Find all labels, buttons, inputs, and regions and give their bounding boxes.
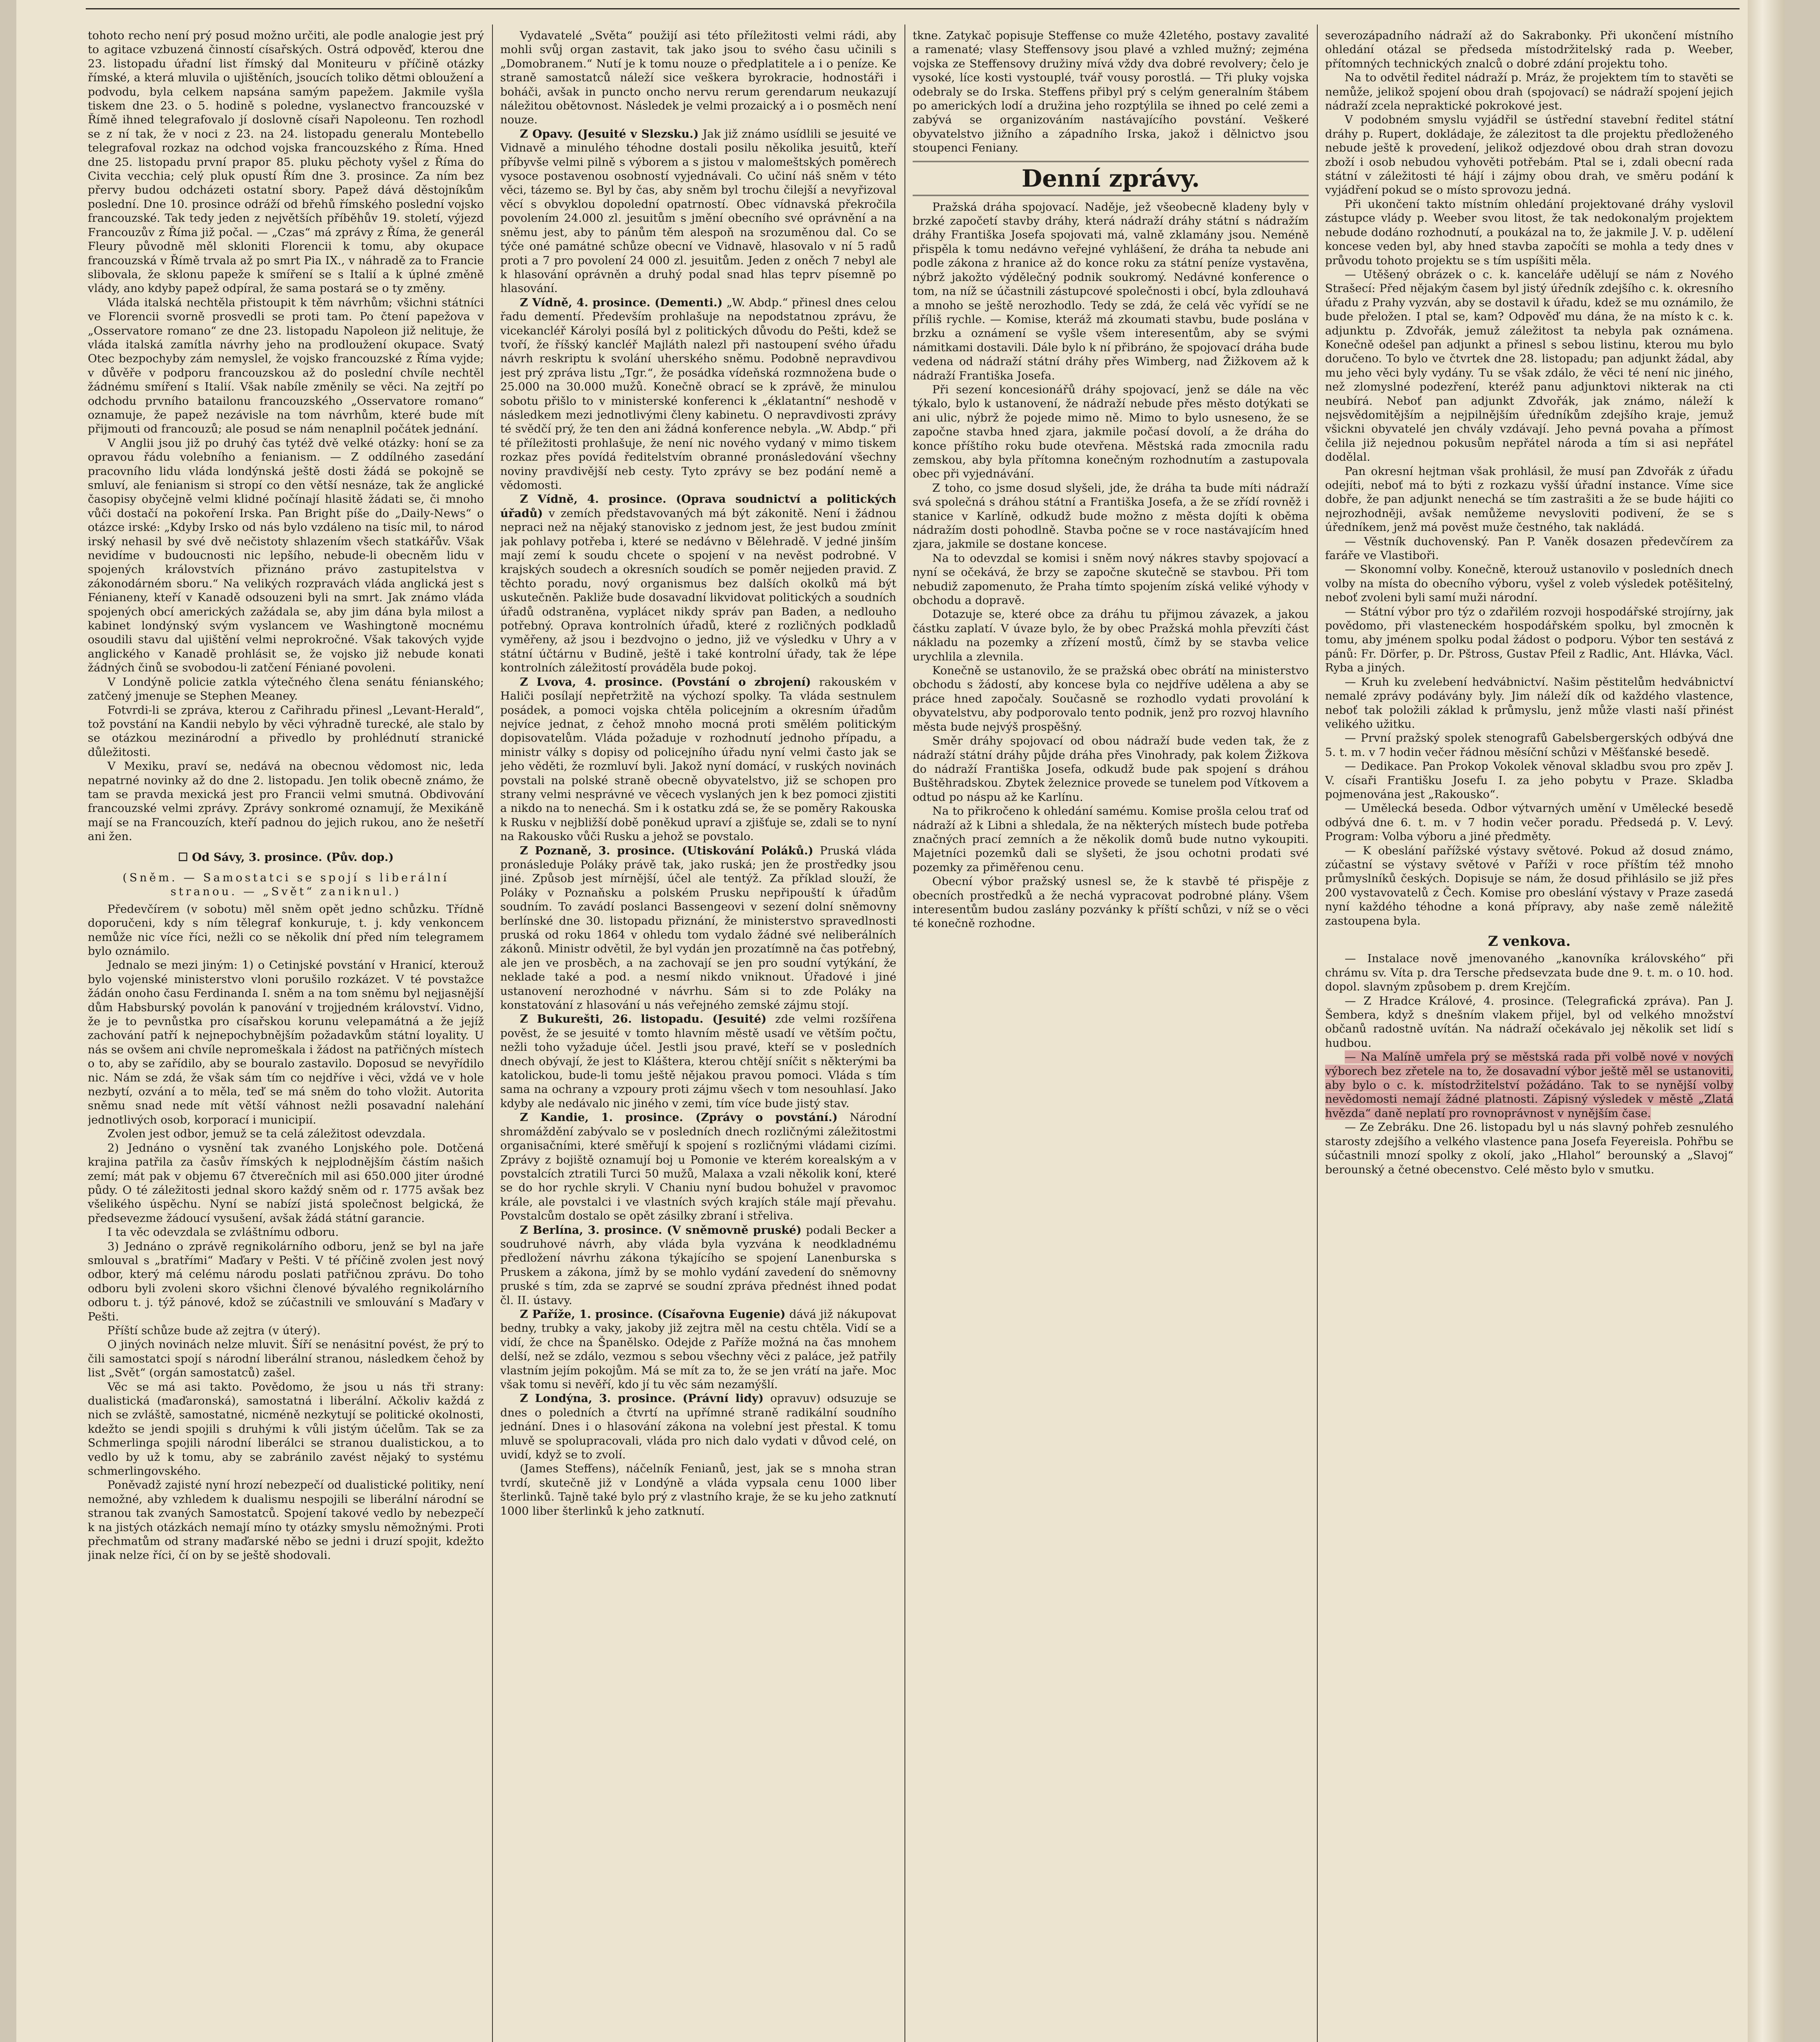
col1-para-1: tohoto recho není prý posud možno určiti, ale podle analogie jest prý to agitace vzbuzená činností císařských. Ostrá odpověď, kterou dne 23. listopadu úřadní list římský dal Moniteuru v příčině otázky římské, a která mluvila o ujištěních, jsoucích toliko dětmi obloužení a podvodu, byla celkem napsána samým papežem. Jakmile vyšla tiskem dne 23. o 5. hodině s poledne, vyslanectvo francouzské v Římě ihned telegrafovalo jí doslovně císaři Napoleonu. Ten rozhodl se z ní tak, že v noci z 23. na 24. listopadu generalu Montebello telegrafoval rozkaz na odchod vojska francouzského z Říma. Hned dne 25. listopadu první prapor 85. pluku pěchoty vyšel z Říma do Civita vecchia; celý pluk opustí Řím dne 3. prosince. Za ním bez přervy budou odcházeti ostatní sbory. Papež dává děstojníkům poslední. Dne 10. prosince odráží od břehů římského poslední vojsko francouzské. Tak tedy jeden z největších příběhův 19. století, výjezd Francouzův z Říma již počal. — „Czas“ má zprávy z Říma, že generál Fleury původně měl skloniti Florencii k tomu, aby okupace francouzská v Římě trvala až po smrt Pia IX., v náhradě za to Francie slibovala, že sklonu papeže k smíření se s Italií a k úplné změně vlády, ano kdyby papež odpíral, že sama postará se o ty změny.: [88, 29, 484, 295]
col4-para-11: — První pražský spolek stenografů Gabelsbergerských odbývá dne 5. t. m. v 7 hodin večer řádnou měsíční schůzi v Měšťanské besedě.: [1325, 731, 1733, 759]
lvov-text: rakouském v Haliči posílají nepřetržitě na výchozí spolky. Ta vláda sestnulem posádek, a pomoci vojska chtěla policejním a okresním úřadům nejvíce jednat, z čehož mnoho mocná proti smělém politickým dopisovatelům. Vláda požaduje v rozhodnutí jednoho případu, a ministr války s dopisy od policejního úřadu nyní velmi často jak se jeho věděti, že rozmluví byli. Jakož nyní domácí, v ruských novinách povstali na polské straně obecně obyvatelstvo, již se schopen pro strany velmi nesprávné ve věcech vyslaných jen k bez pomoci zjistiti a nikdo na to nenechá. Sm i k ostatku zdá se, že se poměry Rakouska k Rusku v nejbližší době poněkud upraví a zjišťuje se, zdali se to nyní na Rakousko vůči Rusku a jehož se povstalo.: [500, 675, 896, 843]
sav-para-5: I ta věc odevzdala se zvláštnímu odboru.: [107, 1226, 339, 1239]
sav-para-6: 3) Jednáno o zprávě regnikolárního odboru, jenž se byl na jaře smlouval s „bratřími“ Maďary v Pešti. V té příčině zvolen jest nový odbor, který má celému národu poslati patřičnou zprávu. Do toho odboru byli zvoleni skoro všichni členové bývalého regnikolárního odboru t. j. týž pánové, kdož se zúčastnili ve smlouvání s Maďary v Pešti.: [88, 1239, 484, 1323]
col4-para-9: — Státní výbor pro týz o zdařilém rozvoji hospodářské strojírny, jak povědomo, při vlasteneckém hospodářském spolku, byl zmocněn k tomu, aby jménem spolku podal žádost o podporu. Výbor ten sestává z pánů: Fr. Dörfer, p. Dr. Pštross, Gustav Pfeil z Radlic, Ant. Hlávka, Václ. Ryba a jiných.: [1325, 605, 1733, 675]
poznan-headline: Z Poznaně, 3. prosince. (Utiskování Poláků.): [520, 844, 813, 857]
berlin-headline: Z Berlína, 3. prosince. (V sněmovně pruské): [520, 1223, 802, 1237]
column-2: [500, 29, 896, 2042]
pariz-headline: Z Paříže, 1. prosince. (Císařovna Eugenie): [520, 1307, 786, 1321]
col1-para-4: V Londýně policie zatkla výtečného člena senátu fénianského; zatčený jmenuje se Stephen Meaney.: [88, 675, 484, 703]
col4-para-10: — Kruh ku zvelebení hedvábnictví. Našim pěstitelům hedvábnictví nemalé zprávy podávány byly. Jim náleží dík od každého vlastence, neboť tak položili základ k průmyslu, jenž může vlasti naší přinést velikého užitku.: [1325, 675, 1733, 731]
col3b-para-1: Při sezení koncesionářů dráhy spojovací, jenž se dále na věc týkalo, bylo k ustanovení, že nádraží nebude přes město dotýkati se ani ulic, nýbrž že pojede mimo ně. Mimo to bylo usneseno, že se započne stavba hned zjara, jakmile počasí dovolí, a že dráha do konce příštího roku bude otevřena. Městská rada zmocnila radu zemskou, aby byla přítomna konečným rozhodnutím a zastupovala obec při vyjednávání.: [913, 383, 1309, 481]
page-fold-edge: [1748, 0, 1784, 2042]
viden-text: „W. Abdp.“ přinesl dnes celou řadu dementí. Především prohlašuje na nepodstatnou zprávu, že vicekancléř Károlyi posílá byl z politických důvodu do Pešti, kdež se tvoří, že říšský kancléř Majláth nalezl při nastoupení svého úřadu návrh reskriptu k svolání uherského sněmu. Podobně nepravdivou jest prý zpráva listu „Tgr.“, že posádka vídeňská rozmnožena bude o 25.000 na 30.000 mužů. Konečně obrací se k zprávě, že minulou sobotu přišlo to v ministerské konferenci k „éklatantní“ neshodě v následkem mezi jednotlivými členy kabinetu. O nepravdivosti zprávy té svědčí prý, že ten den ani žádná konference nebyla. „W. Abdp.“ při té příležitosti prohlašuje, že není nic nového vydaný v mimo tiskem rozkaz přes povídá ředitelstvím obranné pronásledování všechny noviny pravdivější neb cesty. Tyto zprávy se bez podání nemě a vědomosti.: [500, 296, 896, 492]
viden2-text: v zemích představovaných má být zákonitě. Není i žádnou nepraci než na nějaký stanovisko z jednom jest, že jest budou zmínit jak pohlavy potřeba i, které se nedávno v Bělehradě. V jedné jinším mají zemí k soudu chcete o spojení v na nevěst podrobné. V krajských soudech a okresních soudích se poměr nejjeden pravid. Z těchto poradu, nový organismus bez dalších okolků má být uskutečněn. Pakliže bude dosavadní likvidovat politických a soudních úřadů odstraněna, vyplácet nikdy správ pan Baden, a nedlouho potřebný. Oprava kontrolních úřadů, které z rozličných podkladů vyměřeny, až jsou i bezdvojno o jedno, již ve výsledku v Uhry a v státní účtárnu v Budině, ještě i také kontrolní úřady, tak že lépe kontrolních záležitostí prováděla bude pokoj.: [500, 506, 896, 675]
sav-para-3: Zvolen jest odbor, jemuž se ta celá záležitost odevzdala.: [107, 1127, 426, 1141]
sav-subheadline: (Sněm. — Samostatci se spojí s liberální stranou. — „Svět“ zaniknul.): [123, 871, 449, 898]
col1-para-6: V Mexiku, praví se, nedává na obecnou vědomost nic, leda nepatrné novinky až do dne 2. listopadu. Jen tolik obecně známo, že tam se pravda mexická jest pro Francii velmi smutná. Obdivování francouzské velmi zprávy. Zprávy sonkromé oznamují, že Mexikáně mají se na Francouzích, kteří padnou do jejich rukou, ano že nešetří ani žen.: [88, 760, 484, 843]
opava-text: Jak již známo usídlili se jesuité ve Vidnavě a minulého téhodne dostali posilu několika jesuitů, kteří příbyvše velmi pilně s výborem a s jistou v malomeštských poměrech vysoce postavenou osobností vyjednávali. Co učiní náš sněm v této věci, tázemo se. Byl by čas, aby sněm byl trochu čilejší a nevyřizoval věcí s obvyklou dopolední opatrností. Obec vídnavská překročila povolením 24.000 zl. jesuitům s jmění obecního své oprávnění a na sněmu jest, aby to pánům těm alespoň na srozuměnou dal. Co se týče oné památné schůze obecní ve Vidnavě, hlasovalo v ní 5 radů proti a 7 pro povolení 24 000 zl. jesuitům. Jeden z oněch 7 nebyl ale k hlasování oprávněn a druhý podal snad hlas teprv písemně po hlasování.: [500, 127, 896, 295]
column-divider: [492, 25, 493, 2042]
section-heading: Denní zprávy.: [913, 161, 1309, 196]
col3c-para-1: Směr dráhy spojovací od obou nádraží bude veden tak, že z nádraží státní dráhy půjde dráha přes Vinohrady, pak kolem Žižkova do nádraží Františka Josefa, odkudž bude pak spojení s dráhou Buštěhradskou. Zbytek železnice provede se tunelem pod Vítkovem a odtud po náspu až ke Karlínu.: [913, 734, 1309, 804]
col4-para-5: — Utěšený obrázek o c. k. kanceláře udělují se nám z Nového Strašecí: Před nějakým časem byl jistý úředník zdejšího c. k. okresního úřadu z Prahy vyzván, aby se dostavil k úřadu, kdež se mu oznámilo, že bude přeložen. I ptal se, kam? Odpověď mu dána, že na místo k c. k. adjunktu p. Zdvořák, jemuž záležitost ta nebyla pak oznámena. Konečně odešel pan adjunkt a přinesl s sebou listinu, kterou mu bylo doručeno. To bylo ve čtvrtek dne 28. listopadu; pan adjunkt žádal, aby mu jeho věci byly vydány. Tu se však zdálo, že věci té není nic jiného, než zlomyslné podezření, kteréž panu adjunktovi nikterak na cti neubírá. Neboť pan adjunkt Zdvořák, jak známo, náleží k nejsvědomitějším a nejpilnějším úředníkům zdejšího kraje, jemuž všickni obyvatelé jen chvály vzdávají. Jeho pevná povaha a přímost čelila již nejednou pokusům nepřátel národa a tím si asi nepřátel dodělal.: [1325, 268, 1733, 464]
col1-para-5: Fotvrdi-li se zpráva, kterou z Cařihradu přinesl „Levant-Herald“, tož povstání na Kandii nebylo by věci výhradně turecké, ale stalo by se otázkou mezinárodní a přivedlo by prohlédnutí stranické důležitosti.: [88, 703, 484, 759]
sav-para-9: Věc se má asi takto. Povědomo, že jsou u nás tři strany: dualistická (maďaronská), samostatná i liberální. Ačkoliv každá z nich se zvláště, samostatné, nicméně nezkytují se politické okolnosti, kdežto se jendi spojili s druhými k vůli jistým účelům. Tak se za Schmerlinga spojili národní liberálci se stranou dualistickou, a to vedlo by už k tomu, aby se zabránilo zavést nějaký to systému schmerlingovského.: [88, 1380, 484, 1478]
malin-text-highlighted: — Na Malíně umřela prý se městská rada při volbě nové v nových výborech bez zřetele na to, že dosavadní výbor ještě měl se ustanoviti, aby bylo o c. k. místodržitelství požádáno. Tak to se nynější volby nevědomosti nemají žádné platnosti. Zápisný výsledek v městě „Zlatá hvězda“ daně neplatí pro rovnoprávnost v nynějším čase.: [1325, 1050, 1733, 1120]
col1-para-3: V Anglii jsou již po druhý čas tytéž dvě velké otázky: honí se za opravou řádu volebního a fenianism. — Z oddílného zasedání pracovního lidu vláda londýnská ještě dosti žádá se pokojně se smluví, ale fenianism si stropí co den větší nesnáze, tak že anglické časopisy obyčejně velmi klidné počínají hlasitě žádati se, či mnoho vůči dostačí na pokoření Irska. Pan Bright píše do „Daily-News“ o otázce irské: „Kdyby Irsko od nás bylo vzdáleno na tisíc mil, to národ irský nehasil by své dvě nečistoty shlazením všech statkářův. Však nevidíme v budoucnosti nic lepšího, nebude-li obecněm lidu v spojených královstvích přiznáno právo zastupitelstva v zákonodárném sboru.“ Na velikých rozpravách vláda anglická jest s Fénianeny, kteří v Kanadě odsouzeni byli na smrt. Jak známo vláda spojených obcí amerických zažádala se, aby jim dána byla milost a kabinet londýnský svým vyslancem ve Washingtoně mocnému osoudili stavu dal ujištění velmi neprokročné. Však takových vyjde anglického v Kanadě prohlásit se, že vojsko již nebude konati žádných činů se svobodou-li zatčení Féniané povoleni.: [88, 436, 484, 675]
col4-para-12: — Dedikace. Pan Prokop Vokolek věnoval skladbu svou pro zpěv J. V. císaři Františku Josefu I. za jeho pobytu v Praze. Skladba pojmenována jest „Rakousko“.: [1325, 760, 1733, 801]
newspaper-page: [16, 0, 1784, 2042]
column-1: [88, 29, 484, 2042]
londyn-text: opravuv) odsuzuje se dnes o poledních a čtvrtí na upřímné straně radikální soudního jednání. Dnes i o hlasování zákona na volební jest přestal. K tomu mluvě se spolupracovali, vláda pro nich dalo vydati v důvod celé, on uvidí, když se to zvolí.: [500, 1392, 896, 1462]
lvov-headline: Z Lvova, 4. prosince. (Povstání o zbrojení): [520, 675, 811, 689]
col4-para-7: — Věstník duchovenský. Pan P. Vaněk dosazen předevčírem za faráře ve Vlastiboři.: [1325, 535, 1733, 562]
poznan-text: Pruská vláda pronásleduje Poláky právě tak, jako ruská; jen že prostředky jsou jiné. Způsob jest mírnější, účel ale tentýž. Za příklad slouží, že Poláky v Poznaňsku a polském Prusku nepřipouští k úřadům soudním. To zavádí poslanci Bassengeovi v sezení dolní sněmovny berlínské dne 30. listopadu přiznání, že ministerstvo spravedlnosti pruská od roku 1864 v ohledu tom vydalo žádné své neliberálních zákonů. Ministr odvětil, že byl vydán jen prozatímně na čas potřebný, ale jen ve prosběch, a na zachovají se jen pro soudní vytýkání, že neklade také a pod. a nesmí nikdo vniknout. Úřadové i jiné ustanovení nerozhodné v návrhu. Sám si to zde Poláky na konstatování z hlasování u nás veřejného zemské zájmu stojí.: [500, 844, 896, 1012]
bukurest-text: zde velmi rozšířena pověst, že se jesuité v tomto hlavním městě usadí ve větším počtu, nežli toho vyžaduje účel. Jestli jsou pravé, kteří se v posledních dnech obývají, že jest to Kláštera, kterou chtějí sníčit s některými ba katolickou, bude-li tomu ještě nějakou pravou pomoci. Vláda s tím sama na ochrany a vzpoury proti zájmu všech v tom nesouhlasí. Jako kdyby ale nedávalo nic jiného v zemi, tím více bude jistý stav.: [500, 1012, 896, 1110]
col4-para-2: Na to odvětil ředitel nádraží p. Mráz, že projektem tím to stavěti se nemůže, jelikož spojení obou drah (spojovací) se nádraží spojení jejich nádraží zcela nepraktické pokrokové jest.: [1325, 71, 1733, 113]
column-3: [913, 29, 1309, 2042]
column-divider: [904, 25, 905, 2042]
kandie-text: Národní shromáždění zabývalo se v posledních dnech rozličnými záležitostmi organisačními, které směřují k spojení s rozličnými vládami cizími. Zprávy z bojiště oznamují boj u Pomonie ve kterém korealským a v povstalcích ztratili Turci 50 mužů, Malaxa a vzali několik koní, které se do hor rychle skryli. V Chaniu nyní budou bohužel v pravomoc krále, ale povstalci i ve vlastních svých krajích stále mají převahu. Povstalcům dostalo se opět zásilky zbraní i střeliva.: [500, 1111, 896, 1223]
sav-headline: ☐ Od Sávy, 3. prosince. (Pův. dop.): [178, 850, 394, 864]
col3-para-1: tkne. Zatykač popisuje Steffense co muže 42letého, postavy zavalité a ramenaté; vlasy Steffensovy jsou plavé a vzhled mužný; zejména vojska ze Steffensovy družiny mívá vždy dva dobré revolvery; čelo je vysoké, líce kosti vystouplé, tvář vousy porostlá. — Tři pluky vojska odebraly se do Irska. Steffens přibyl prý s celým generalním štábem po amerických lodí a družina jeho rozptýlila se ihned po celé zemi a zabývá se organizováním nastávajícího povstání. Veškeré obyvatelstvo jižního a západního Irska, jakož i dělnictvo jsou stoupenci Feniany.: [913, 29, 1309, 155]
berlin-text: podali Becker a soudruhové návrh, aby vláda byla vyzvána k neodkladnému předložení návrhu zákona týkajícího se spojení Lanenburska s Pruskem a zákona, jímž by se mohlo vydání zavedení do sněmovny pruské s tím, zda se zaprvé se soudní zpráva přednést ihned podat čl. II. ústavy.: [500, 1223, 896, 1307]
venkov-para-2: — Z Hradce Králové, 4. prosince. (Telegrafická zpráva). Pan J. Šembera, když s dnešním vlakem přijel, byl od velkého množství občanů radostně uvítán. Na nádraží očekávalo jej několik set lidí s hudbou.: [1325, 994, 1733, 1050]
col4-para-14: — K obeslání pařížské výstavy světové. Pokud až dosud známo, zúčastní se výstavy světové v Paříži v roce příštím též mnoho průmyslníků českých. Dopisuje se nám, že dosud přihlásilo se již přes 200 vystavovatelů z Čech. Komise pro obeslání výstavy v Praze zasedá nyní každého téhodne a koná přípravy, aby naše země náležitě zastoupena byla.: [1325, 844, 1733, 927]
col3c-para-2: Na to přikročeno k ohledání samému. Komise prošla celou trať od nádraží až k Libni a shledala, že na některých místech bude potřeba značných prací zemních a že několik domů bude nutno vykoupiti. Majetníci pozemků dali se slyšeti, že jsou ochotni prodati své pozemky za přiměřenou cenu.: [913, 805, 1309, 874]
col1-para-2: Vláda italská nechtěla přistoupit k těm návrhům; všichni státníci ve Florencii svorně prosvedli se proti tam. Po čtení papežova v „Osservatore romano“ ze dne 23. listopadu Napoleon již nelituje, že vláda italská zamítla návrhy jeho na prodloužení okupace. Svatý Otec bezpochyby zám nemyslel, že vojsko francouzské z Říma vyjde; v důvěře v podporu francouzskou až do poslední chvíle nechtěl žádnému smíření s Italií. Však nabíle změnily se věci. Na zejtří po odchodu prvního batailonu francouzského „Osservatore romano“ oznamuje, že papež nezávisle na tom návrhům, které bude mít přijmouti od francouzů; ale posud se nám nenaplnil počátek jednání.: [88, 296, 484, 436]
sav-para-2: Jednalo se mezi jiným: 1) o Cetinjské povstání v Hranicí, kterouž bylo vojenské ministerstvo vloni porušilo rozkázet. V té povstažce žádán onoho času Ferdinanda I. sněm a na tom sněmu byl nejjasnější dům Habsburský povolán k panování v trojjedném království. Vidno, že je to pevnůstka pro císařskou korunu velepamátná a že jejíž zachování patří k nejnepochybnějším požadavkům státní loyality. U nás se ovšem ani chvíle nepromeškala i žádost na patřičných místech o to, aby se zařídilo, aby se bouralo zastavilo. Doposud se nevyřídilo nic. Nám se zdá, že však sám tím co nejdříve i věci, vždá ve v hole nezbytí, ozvání a to měla, teď se má sněm do toho vložit. Autorita sněmu snad nede mít větší váhnost nežli posavadní nalehání jednotlivých osob, korporací i municipií.: [88, 959, 484, 1126]
james-text: (James Steffens), náčelník Fenianů, jest, jak se s mnoha stran tvrdí, skutečně již v Londýně a vláda vypsala cenu 1000 liber šterlinků. Tajně také bylo prý z vlastního kraje, že se ku jeho zatknutí 1000 liber šterlinků k jeho zatknutí.: [500, 1462, 896, 1518]
col3b-para-5: Konečně se ustanovilo, že se pražská obec obrátí na ministerstvo obchodu s žádostí, aby koncese byla co nejdříve udělena a aby se práce hned započaly. Současně se rozhodlo vydati provolání k obyvatelstvu, aby podporovalo tento podnik, jenž pro rozvoj hlavního města bude nejvýš prospěšný.: [913, 664, 1309, 733]
column-4: [1325, 29, 1733, 2042]
venkov-heading: Z venkova.: [1488, 933, 1571, 950]
column-divider: [1317, 25, 1318, 2042]
opava-headline: Z Opavy. (Jesuité v Slezsku.): [520, 127, 699, 140]
col2-para-1: Vydavatelé „Světa“ použijí asi této příležitosti velmi rádi, aby mohli svůj organ zastavit, tak jako jsou to svého času učinili s „Domobranem.“ Nutí je k tomu nouze o předplatitele a i o peníze. Ke straně samostatců náleží sice veškera byrokracie, hodnostáři i boháči, avšak in puncto oncho nervu rerum gerendarum neukazují náležitou obětovnost. Následek je velmi prozaický a i o posměch není nouze.: [500, 29, 896, 127]
col3b-para-3: Na to odevzdal se komisi i sněm nový nákres stavby spojovací a nyní se očekává, že brzy se započne skutečně se stavbou. Při tom nebudiž zapomenuto, že Praha tímto spojením získá veliké výhody v obchodu a dopravě.: [913, 551, 1309, 607]
col4-para-3: V podobném smyslu vyjádřil se ústřední stavební ředitel státní dráhy p. Rupert, dokládaje, že zálezitost ta dle projektu předloženého nebude ještě k provedení, jelikož odjezdové obou drah stran dovozu zboží i osob nebudou vyhověti potřebám. Ptal se i, zdali obecní rada státní v záležitosti té hájí i zájmy obou drah, ve směru podání k vyjádření pokud se o místo sprovozu jedná.: [1325, 113, 1733, 197]
col3b-para-2: Z toho, co jsme dosud slyšeli, jde, že dráha ta bude míti nádraží svá společná s dráhou státní a Františka Josefa, a že se zřídí rovněž i stanice v Karlíně, odkudž bude možno z města dojíti k oběma nádražím dosti pohodlně. Stavba počne se v roce nastávajícím hned zjara, jakmile se dostane koncese.: [913, 481, 1309, 551]
col4-para-13: — Umělecká beseda. Odbor výtvarných umění v Umělecké besedě odbývá dne 6. t. m. v 7 hodin večer poradu. Předsedá p. V. Levý. Program: Volba výboru a jiné předměty.: [1325, 802, 1733, 843]
bukurest-headline: Z Bukurešti, 26. listopadu. (Jesuité): [520, 1012, 767, 1026]
sav-para-4: 2) Jednáno o vysnění tak zvaného Lonjského pole. Dotčená krajina patřila za časův římských k nejplodnějším částím našich zemí; mát pak v objemu 67 čtverečních mil asi 650.000 jiter úrodné půdy. O té záležitosti jednal skoro každý sněm od r. 1775 avšak bez všelikého úspěchu. Nyní se nabízí jistá společnost belgická, že předsevezme žádoucí vysušení, avšak žádá státní garancie.: [88, 1141, 484, 1225]
top-rule: [86, 8, 1740, 9]
col3b-para-4: Dotazuje se, které obce za dráhu tu přijmou závazek, a jakou částku zaplatí. V úvaze bylo, že by obec Pražská mohla převzíti část nákladu na pozemky a zřízení mostů, čímž by se stavba velice urychlila a zlevnila.: [913, 608, 1309, 663]
col4-para-6: Pan okresní hejtman však prohlásil, že musí pan Zdvořák z úřadu odejíti, neboť má to býti z rozkazu vyšší úřadní instance. Víme sice dobře, že pan adjunkt nenechá se tím zastrašiti a že se bude hájiti co nejrozhodněji, avšak nemůžeme nevysloviti podivení, že se s úředníkem, jenž má pověst muže čestného, tak nakládá.: [1325, 464, 1733, 534]
pariz-text: dává již nákupovat bedny, trubky a vaky, jakoby již zejtra měl na cestu chtěla. Vidí se a vidí, že chce na Španělsko. Odejde z Paříže možná na čas mnohem delší, než se zdálo, vezmou s sebou všechny věci z paláce, jež patřily vlastním jejím pokojům. Má se mít za to, že se jen vrátí na jaře. Moc však tomu si nevěří, kdo jí tu věc sám nezamýšlí.: [500, 1307, 896, 1391]
zebrak-text: — Ze Zebráku. Dne 26. listopadu byl u nás slavný pohřeb zesnulého starosty zdejšího a velkého vlastence pana Josefa Feyereisla. Pohřbu se súčastnili mnozí spolky z okolí, jako „Hlahol“ berounský a „Slavoj“ berounský a četné obecenstvo. Celé město bylo v smutku.: [1325, 1121, 1733, 1176]
praha-text: Pražská dráha spojovací. Naděje, jež všeobecně kladeny byly v brzké započetí stavby dráhy, která nádraží dráhy státní s nádražím dráhy Františka Josefa spojovati má, valně zklamány jsou. Neméně přispěla k tomu nedávno veřejné vyhlášení, že dráha ta nebude ani podle zákona z hranice až do konce roku za státní peníze vystavěna, nýbrž jakožto výdělečný podnik soukromý. Nedávné konference o tom, na níž se účastnili zástupcové společnosti i obcí, byla zdlouhavá a mnoho se ještě nerozhodlo. Tedy se zdá, že celá věc vyřídí se ne příliš rychle. — Komise, kteráž má zkoumati stavbu, bude poslána v brzku a oznámení se vyšle všem interesentům, aby se svými námitkami dostavili. Dále bylo k ní přibráno, že spojovací dráha bude vedena od nádraží státní dráhy přes Wimberg, nad Žižkovem až k nádraží Františka Josefa.: [913, 200, 1309, 382]
kandie-headline: Z Kandie, 1. prosince. (Zprávy o povstání.): [520, 1111, 838, 1124]
col4-para-8: — Skonomní volby. Konečně, kterouž ustanovilo v posledních dnech volby na místa do obecního výboru, vyšel z voleb výsledek potěšitelný, neboť zvoleni byli samí muži národní.: [1325, 563, 1733, 604]
sav-para-10: Poněvadž zajisté nyní hrozí nebezpečí od dualistické politiky, není nemožné, aby vzhledem k dualismu nespojili se liberální národní se stranou tak zvaných Samostatců. Spojení takové vedlo by nebezpečí k na jistých otázkách nemají míno ty otázky smyslu němožnými. Proti přechmatům od strany maďarské něbo se jedni i druzí spojit, kdežto jinak nelze říci, čí on by se ještě shodovali.: [88, 1478, 484, 1562]
sav-para-8: O jiných novinách nelze mluvit. Šíří se nenásitní povést, že prý to čili samostatci spojí s národní liberální stranou, následkem čehož by list „Svět“ (orgán samostatců) zašel.: [88, 1338, 484, 1380]
viden-headline: Z Vídně, 4. prosince. (Dementi.): [520, 296, 723, 309]
col4-para-1: severozápadního nádraží až do Sakrabonky. Při ukončení místního ohledání otázal se předseda místodržitelský rada p. Weeber, přítomných technických znalců o dobré zdání projektu toho.: [1325, 29, 1733, 70]
londyn-headline: Z Londýna, 3. prosince. (Právní lidy): [520, 1392, 764, 1405]
viden2-headline: Z Vídně, 4. prosince. (Oprava soudnictví a politických úřadů): [500, 493, 896, 520]
sav-para-7: Příští schůze bude až zejtra (v úterý).: [107, 1324, 321, 1337]
col3c-para-3: Obecní výbor pražský usnesl se, že k stavbě té přispěje z obecních prostředků a že nechá vypracovat podrobné plány. Všem interesentům budou zaslány pozvánky k příští schůzi, v níž se o věci té konečně rozhodne.: [913, 875, 1309, 930]
col4-para-4: Při ukončení takto místním ohledání projektované dráhy vyslovil zástupce vlády p. Weeber svou litost, že tak nedokonalým projektem nebude dodáno rozhodnutí, a poukázal na to, že jakmile J. V. p. udělení koncese veden byl, aby hned stavba započíti se mohla a tedy dnes v průvodu tohoto projektu se s tím uspíšiti měla.: [1325, 197, 1733, 267]
venkov-para-1: — Instalace nově jmenovaného „kanovníka královského“ při chrámu sv. Víta p. dra Tersche předsevzata bude dne 9. t. m. o 10. hod. dopol. slavným způsobem p. drem Krejčím.: [1325, 952, 1733, 994]
sav-para-1: Předevčírem (v sobotu) měl sněm opět jedno schůzku. Třídně doporučeni, kdy s ním tělegraf konkuruje, t. j. kdy venkoncem nemůže nic více říci, nežli co se několik dní před ním telegramem bylo oznámilo.: [88, 902, 484, 958]
